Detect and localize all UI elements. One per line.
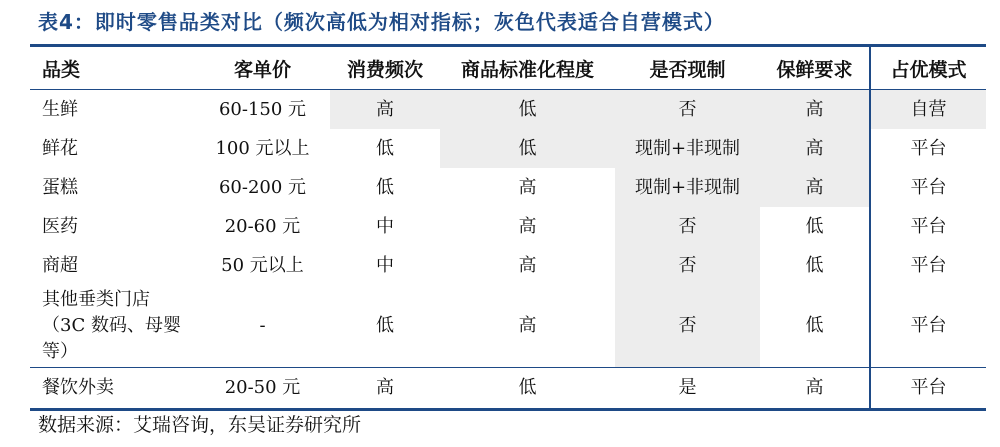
- cell-price: 50 元以上: [221, 254, 304, 276]
- header-category: 品类: [30, 46, 195, 90]
- cell-standardization: 低: [440, 129, 615, 168]
- cell-mode: 自营: [870, 90, 986, 130]
- header-frequency: 消费频次: [330, 46, 440, 90]
- header-freshness: 保鲜要求: [760, 46, 870, 90]
- cell-frequency: 高: [330, 368, 440, 410]
- cell-freshness: 高: [760, 129, 870, 168]
- cell-mode: 平台: [870, 246, 986, 285]
- cell-freshness: 高: [760, 90, 870, 130]
- header-standardization: 商品标准化程度: [440, 46, 615, 90]
- cell-price: 100 元以上: [215, 137, 310, 159]
- cell-price: 20-50 元: [195, 368, 330, 410]
- cell-mode: 平台: [870, 168, 986, 207]
- cell-category: 生鲜: [42, 98, 78, 120]
- header-row: [30, 46, 986, 90]
- header-mode: 占优模式: [870, 46, 986, 90]
- cell-frequency: 中: [376, 215, 394, 237]
- table-row: [30, 129, 986, 168]
- table-row: [30, 90, 986, 130]
- cell-frequency: 中: [376, 254, 394, 276]
- cell-mode: 平台: [870, 207, 986, 246]
- cell-mode: 平台: [870, 129, 986, 168]
- cell-fresh-made: 现制+非现制: [615, 168, 760, 207]
- source-note: 数据来源：艾瑞咨询，东吴证券研究所: [38, 414, 362, 436]
- table-title: 表4：即时零售品类对比（频次高低为相对指标；灰色代表适合自营模式）: [38, 10, 725, 34]
- table-row: [30, 246, 986, 285]
- table-row: [30, 368, 986, 410]
- cell-standardization: 高: [518, 254, 537, 276]
- cell-price: 60-200 元: [218, 176, 307, 198]
- cell-fresh-made: 是: [615, 368, 760, 410]
- cell-price: -: [259, 315, 266, 337]
- cell-fresh-made: 现制+非现制: [615, 129, 760, 168]
- cell-freshness: 低: [805, 215, 824, 237]
- cell-frequency: 低: [376, 176, 394, 198]
- cell-frequency: 低: [376, 315, 394, 337]
- cell-standardization: 高: [518, 315, 537, 337]
- cell-mode: 平台: [870, 285, 986, 368]
- cell-category: 商超: [42, 254, 78, 276]
- cell-fresh-made: 否: [615, 285, 760, 368]
- cell-frequency: 高: [330, 90, 440, 130]
- cell-fresh-made: 否: [615, 90, 760, 130]
- cell-category: 鲜花: [42, 137, 78, 159]
- table-row: [30, 168, 986, 207]
- cell-standardization: 高: [518, 215, 537, 237]
- cell-price: 20-60 元: [224, 215, 301, 237]
- cell-freshness: 高: [760, 368, 870, 410]
- cell-mode: 平台: [870, 368, 986, 410]
- table-row: [30, 207, 986, 246]
- cell-standardization: 低: [440, 90, 615, 130]
- cell-category: 医药: [42, 215, 78, 237]
- comparison-table: [30, 44, 986, 411]
- table-row: [30, 285, 986, 368]
- header-price: 客单价: [195, 46, 330, 90]
- cell-frequency: 低: [376, 137, 394, 159]
- header-fresh-made: 是否现制: [615, 46, 760, 90]
- cell-freshness: 高: [760, 168, 870, 207]
- cell-standardization: 低: [440, 368, 615, 410]
- cell-freshness: 低: [805, 254, 824, 276]
- cell-price: 60-150 元: [218, 98, 307, 120]
- cell-standardization: 高: [518, 176, 537, 198]
- cell-category: 蛋糕: [42, 176, 78, 198]
- cell-fresh-made: 否: [615, 246, 760, 285]
- cell-category: 其他垂类门店（3C 数码、母婴等）: [42, 289, 181, 362]
- cell-category: 餐饮外卖: [30, 368, 195, 410]
- cell-freshness: 低: [805, 315, 824, 337]
- cell-fresh-made: 否: [615, 207, 760, 246]
